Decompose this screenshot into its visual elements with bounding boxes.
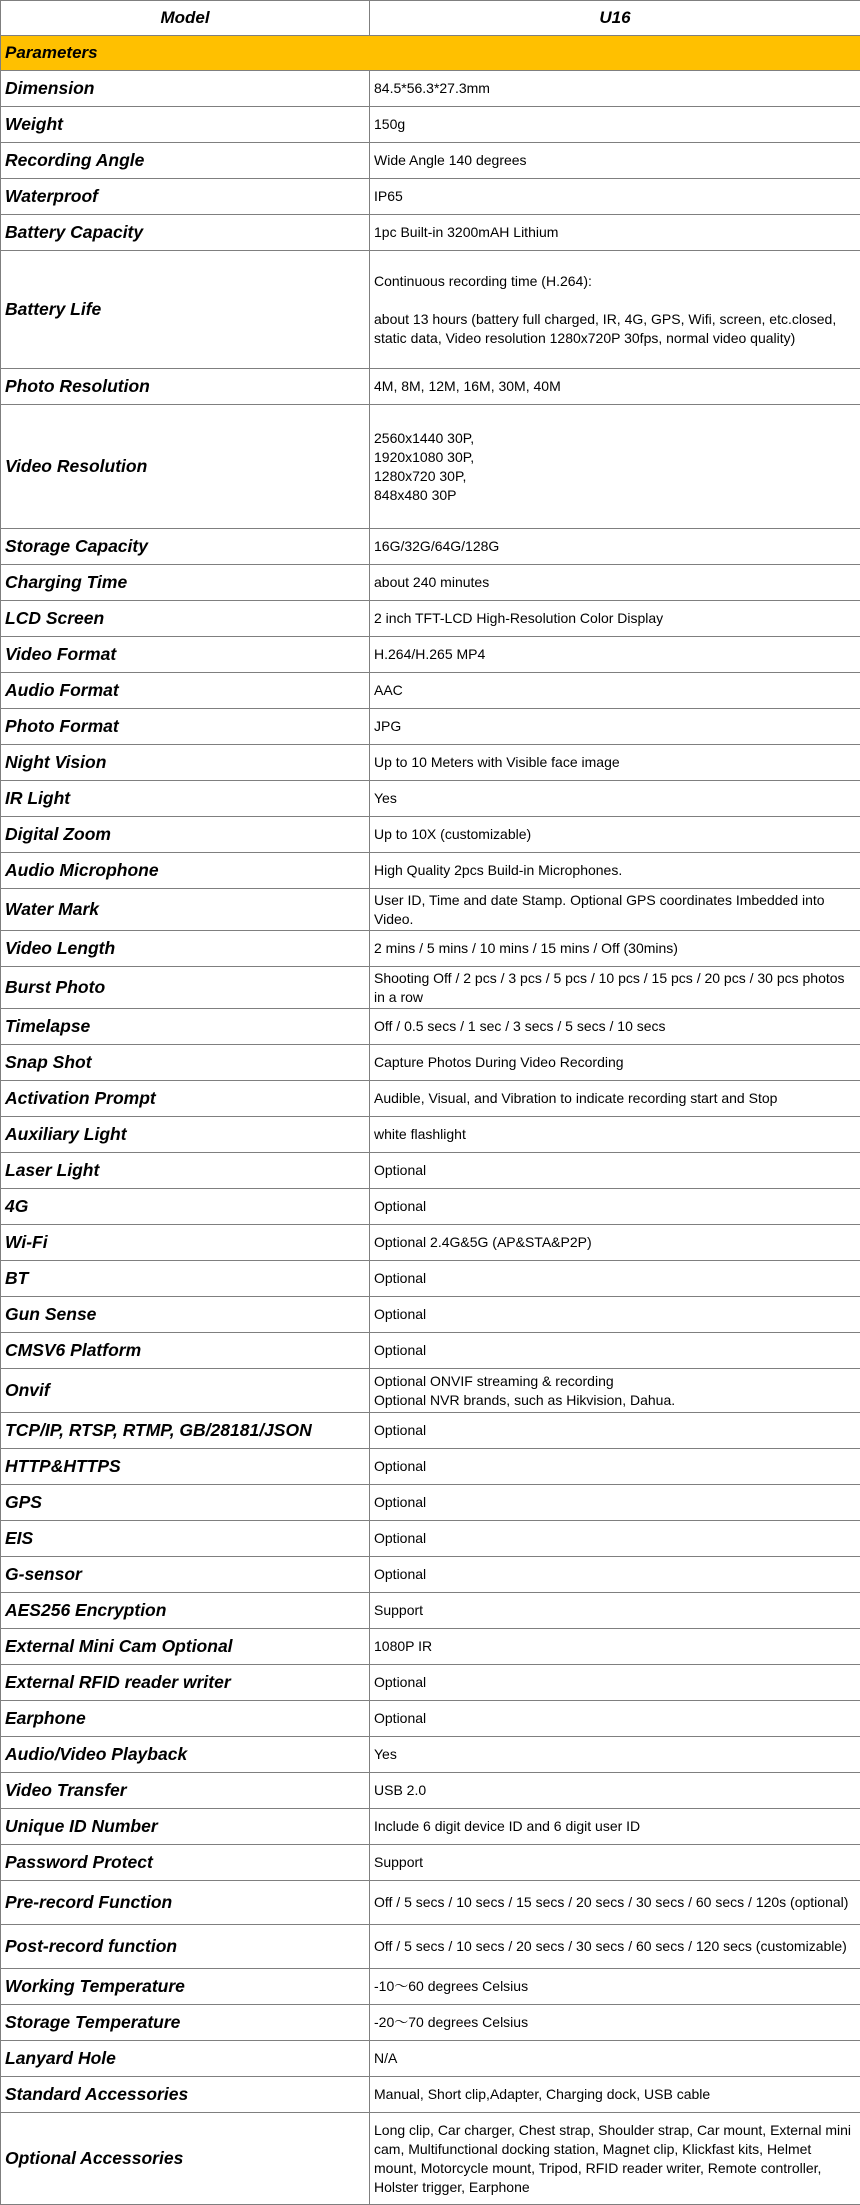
spec-label: AES256 Encryption [1,1593,370,1629]
spec-value: Up to 10X (customizable) [370,817,860,853]
table-row [1,1081,860,1117]
spec-value: Optional ONVIF streaming & recording Optional NVR brands, such as Hikvision, Dahua. [370,1369,860,1413]
spec-value: Optional [370,1665,860,1701]
spec-label: Video Transfer [1,1773,370,1809]
table-row [1,1225,860,1261]
spec-label: CMSV6 Platform [1,1333,370,1369]
spec-label: EIS [1,1521,370,1557]
spec-label: Onvif [1,1369,370,1413]
table-row [1,1969,860,2005]
spec-value: Manual, Short clip,Adapter, Charging dock, USB cable [370,2077,860,2113]
spec-value: N/A [370,2041,860,2077]
spec-label: Storage Temperature [1,2005,370,2041]
table-row [1,565,860,601]
spec-label: LCD Screen [1,601,370,637]
table-row [1,1881,860,1925]
spec-label: External RFID reader writer [1,1665,370,1701]
spec-label: Optional Accessories [1,2113,370,2205]
spec-label: Laser Light [1,1153,370,1189]
spec-value: white flashlight [370,1117,860,1153]
spec-label: Activation Prompt [1,1081,370,1117]
spec-label: Post-record function [1,1925,370,1969]
spec-label: Video Format [1,637,370,673]
spec-value: Optional [370,1557,860,1593]
spec-label: Video Length [1,931,370,967]
spec-value: Optional [370,1701,860,1737]
table-row [1,673,860,709]
spec-value: AAC [370,673,860,709]
spec-label: TCP/IP, RTSP, RTMP, GB/28181/JSON [1,1413,370,1449]
spec-label: Unique ID Number [1,1809,370,1845]
spec-label: Recording Angle [1,143,370,179]
spec-value: Optional [370,1333,860,1369]
spec-value: Optional [370,1413,860,1449]
spec-label: HTTP&HTTPS [1,1449,370,1485]
spec-label: Gun Sense [1,1297,370,1333]
spec-label: Weight [1,107,370,143]
spec-value: -20～70 degrees Celsius [370,2005,860,2041]
spec-value: IP65 [370,179,860,215]
table-row [1,1521,860,1557]
table-row [1,745,860,781]
spec-label: Night Vision [1,745,370,781]
spec-label: Timelapse [1,1009,370,1045]
spec-value: -10～60 degrees Celsius [370,1969,860,2005]
table-row [1,601,860,637]
table-row [1,931,860,967]
table-row [1,251,860,369]
spec-label: Water Mark [1,889,370,931]
spec-value: Yes [370,1737,860,1773]
section-row [1,36,860,71]
spec-value: 4M, 8M, 12M, 16M, 30M, 40M [370,369,860,405]
table-row [1,1701,860,1737]
spec-label: Wi-Fi [1,1225,370,1261]
table-row [1,2041,860,2077]
spec-value: Support [370,1845,860,1881]
table-row [1,1925,860,1969]
spec-label: Video Resolution [1,405,370,529]
spec-label: G-sensor [1,1557,370,1593]
table-row [1,1117,860,1153]
spec-value: Off / 0.5 secs / 1 sec / 3 secs / 5 secs / 10 secs [370,1009,860,1045]
table-row [1,1773,860,1809]
spec-body [1,36,860,2205]
spec-value: Audible, Visual, and Vibration to indicate recording start and Stop [370,1081,860,1117]
table-row [1,1485,860,1521]
spec-value: Optional [370,1449,860,1485]
section-title: Parameters [1,36,860,71]
table-row [1,143,860,179]
table-row [1,1665,860,1701]
table-row [1,1557,860,1593]
spec-label: Audio Format [1,673,370,709]
spec-value: 2560x1440 30P, 1920x1080 30P, 1280x720 30P, 848x480 30P [370,405,860,529]
table-row [1,1413,860,1449]
spec-label: IR Light [1,781,370,817]
table-row [1,529,860,565]
spec-label: 4G [1,1189,370,1225]
table-row [1,637,860,673]
spec-value: Optional [370,1153,860,1189]
table-row [1,1297,860,1333]
table-row [1,1153,860,1189]
spec-label: Charging Time [1,565,370,601]
table-row [1,817,860,853]
spec-value: Off / 5 secs / 10 secs / 15 secs / 20 secs / 30 secs / 60 secs / 120s (optional) [370,1881,860,1925]
spec-label: Dimension [1,71,370,107]
spec-value: 1pc Built-in 3200mAH Lithium [370,215,860,251]
spec-value: Capture Photos During Video Recording [370,1045,860,1081]
spec-label: Burst Photo [1,967,370,1009]
spec-value: Long clip, Car charger, Chest strap, Shoulder strap, Car mount, External mini cam, Multifunctional docking station, Magnet clip, Klickfast kits, Helmet mount, Motorcycle mount, Tripod, RFID reader writer, Remote controller, Holster trigger, Earphone [370,2113,860,2205]
model-header: Model [1,1,370,36]
spec-value: Support [370,1593,860,1629]
table-row [1,215,860,251]
spec-label: Digital Zoom [1,817,370,853]
table-row [1,1629,860,1665]
spec-value: Continuous recording time (H.264): about 13 hours (battery full charged, IR, 4G, GPS, Wifi, screen, etc.closed, static data, Video resolution 1280x720P 30fps, normal video quality) [370,251,860,369]
table-row [1,1809,860,1845]
spec-value: 2 mins / 5 mins / 10 mins / 15 mins / Off (30mins) [370,931,860,967]
table-row [1,405,860,529]
table-row [1,709,860,745]
model-value-header: U16 [370,1,860,36]
spec-value: about 240 minutes [370,565,860,601]
table-row [1,71,860,107]
table-row [1,1737,860,1773]
spec-label: Auxiliary Light [1,1117,370,1153]
table-row [1,967,860,1009]
table-row [1,1845,860,1881]
spec-label: Storage Capacity [1,529,370,565]
spec-value: 2 inch TFT-LCD High-Resolution Color Display [370,601,860,637]
spec-value: Off / 5 secs / 10 secs / 20 secs / 30 secs / 60 secs / 120 secs (customizable) [370,1925,860,1969]
table-row [1,853,860,889]
header-row [1,1,860,36]
spec-value: USB 2.0 [370,1773,860,1809]
spec-value: JPG [370,709,860,745]
spec-value: Wide Angle 140 degrees [370,143,860,179]
table-row [1,2005,860,2041]
spec-value: 84.5*56.3*27.3mm [370,71,860,107]
spec-value: Optional [370,1521,860,1557]
spec-value: 150g [370,107,860,143]
spec-label: Lanyard Hole [1,2041,370,2077]
spec-value: Optional [370,1297,860,1333]
table-row [1,1449,860,1485]
spec-value: Optional [370,1189,860,1225]
spec-label: Working Temperature [1,1969,370,2005]
spec-value: 1080P IR [370,1629,860,1665]
table-row [1,889,860,931]
table-row [1,781,860,817]
spec-label: Pre-record Function [1,1881,370,1925]
spec-value: Up to 10 Meters with Visible face image [370,745,860,781]
spec-value: 16G/32G/64G/128G [370,529,860,565]
spec-value: Optional [370,1261,860,1297]
spec-label: Battery Capacity [1,215,370,251]
spec-label: Audio/Video Playback [1,1737,370,1773]
spec-label: Waterproof [1,179,370,215]
table-row [1,1593,860,1629]
table-row [1,179,860,215]
table-row [1,369,860,405]
spec-label: Snap Shot [1,1045,370,1081]
spec-label: Photo Resolution [1,369,370,405]
table-row [1,107,860,143]
spec-value: H.264/H.265 MP4 [370,637,860,673]
spec-label: External Mini Cam Optional [1,1629,370,1665]
spec-label: Battery Life [1,251,370,369]
table-row [1,1369,860,1413]
spec-value: User ID, Time and date Stamp. Optional GPS coordinates Imbedded into Video. [370,889,860,931]
spec-value: Include 6 digit device ID and 6 digit user ID [370,1809,860,1845]
spec-label: BT [1,1261,370,1297]
table-row [1,2077,860,2113]
spec-label: Audio Microphone [1,853,370,889]
spec-label: Earphone [1,1701,370,1737]
spec-value: Shooting Off / 2 pcs / 3 pcs / 5 pcs / 10 pcs / 15 pcs / 20 pcs / 30 pcs photos in a row [370,967,860,1009]
table-row [1,1333,860,1369]
spec-value: Yes [370,781,860,817]
spec-value: Optional [370,1485,860,1521]
table-row [1,1045,860,1081]
spec-label: Standard Accessories [1,2077,370,2113]
spec-label: GPS [1,1485,370,1521]
table-row [1,1261,860,1297]
table-row [1,1189,860,1225]
table-row [1,1009,860,1045]
spec-value: High Quality 2pcs Build-in Microphones. [370,853,860,889]
spec-value: Optional 2.4G&5G (AP&STA&P2P) [370,1225,860,1261]
spec-label: Photo Format [1,709,370,745]
table-row [1,2113,860,2205]
spec-label: Password Protect [1,1845,370,1881]
